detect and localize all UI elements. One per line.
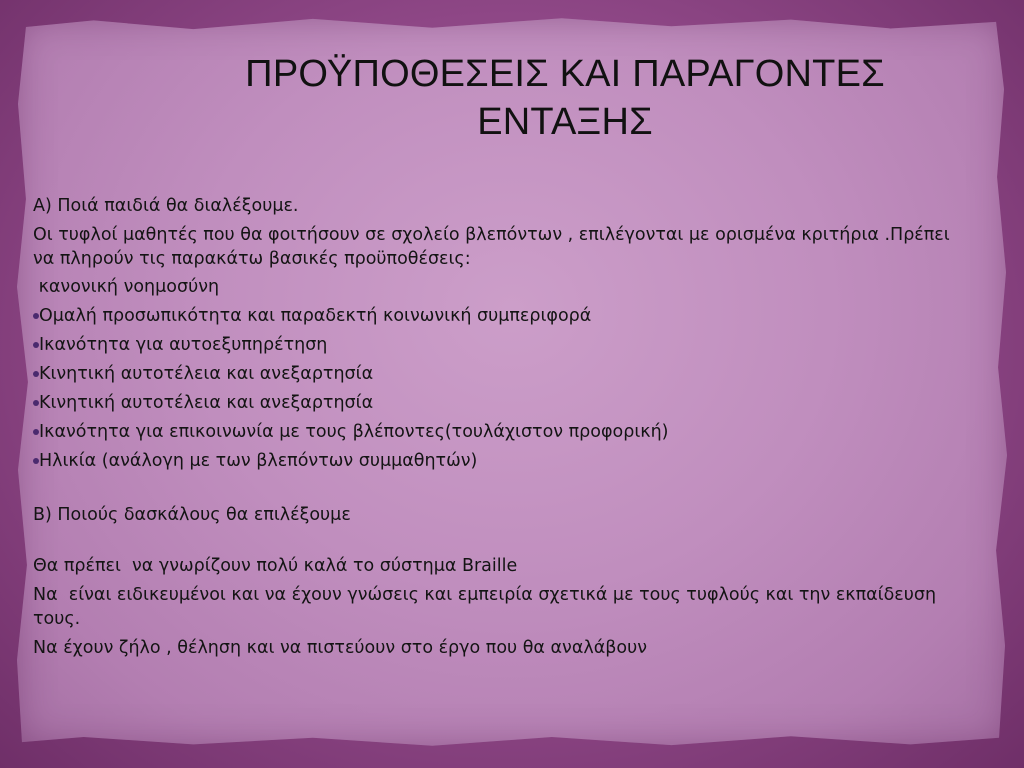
list-item <box>33 420 953 449</box>
list-item <box>33 636 953 660</box>
slide-title <box>200 50 930 146</box>
bullet-text: Να είναι ειδικευμένοι και να έχουν γνώσεις και εμπειρία σχετικά με τους τυφλούς και την εκπαίδευση τους. <box>33 585 942 629</box>
bullet-text: Ομαλή προσωπικότητα και παραδεκτή κοινωνική συμπεριφορά <box>39 306 592 326</box>
section-a-intro: Οι τυφλοί μαθητές που θα φοιτήσουν σε σχολείο βλεπόντων , επιλέγονται με ορισμένα κριτήρια .Πρέπει να πληρούν τις παρακάτω βασικές προϋποθέσεις: <box>33 225 956 269</box>
section-b-heading: Β) Ποιούς δασκάλους θα επιλέξουμε <box>33 505 351 525</box>
slide-title-line-1: ΠΡΟΫΠΟΘΕΣΕΙΣ ΚΑΙ ΠΑΡΑΓΟΝΤΕΣ <box>245 53 885 95</box>
list-item <box>33 391 953 420</box>
slide-title-line-2: ΕΝΤΑΞΗΣ <box>477 101 653 143</box>
list-item <box>33 304 953 333</box>
bullet-text: Κινητική αυτοτέλεια και ανεξαρτησία <box>39 393 374 413</box>
list-item <box>33 449 953 478</box>
list-item <box>33 583 953 631</box>
bullet-text: Κινητική αυτοτέλεια και ανεξαρτησία <box>39 364 374 384</box>
list-item <box>33 362 953 391</box>
bullet-text: Να έχουν ζήλο , θέληση και να πιστεύουν στο έργο που θα αναλάβουν <box>33 638 648 658</box>
list-item <box>33 554 953 578</box>
bullet-text: κανονική νοημοσύνη <box>33 277 220 297</box>
bullet-text: Ικανότητα για αυτοεξυπηρέτηση <box>39 335 328 355</box>
list-item <box>33 333 953 362</box>
bullet-text: Θα πρέπει να γνωρίζουν πολύ καλά το σύστημα Braille <box>33 556 518 576</box>
list-item <box>33 275 953 304</box>
bullet-text: Ικανότητα για επικοινωνία με τους βλέποντες(τουλάχιστον προφορική) <box>39 422 669 442</box>
slide-body <box>33 194 956 665</box>
bullet-text: Ηλικία (ανάλογη με των βλεπόντων συμμαθητών) <box>39 451 478 471</box>
section-a-heading: Α) Ποιά παιδιά θα διαλέξουμε. <box>33 196 299 216</box>
